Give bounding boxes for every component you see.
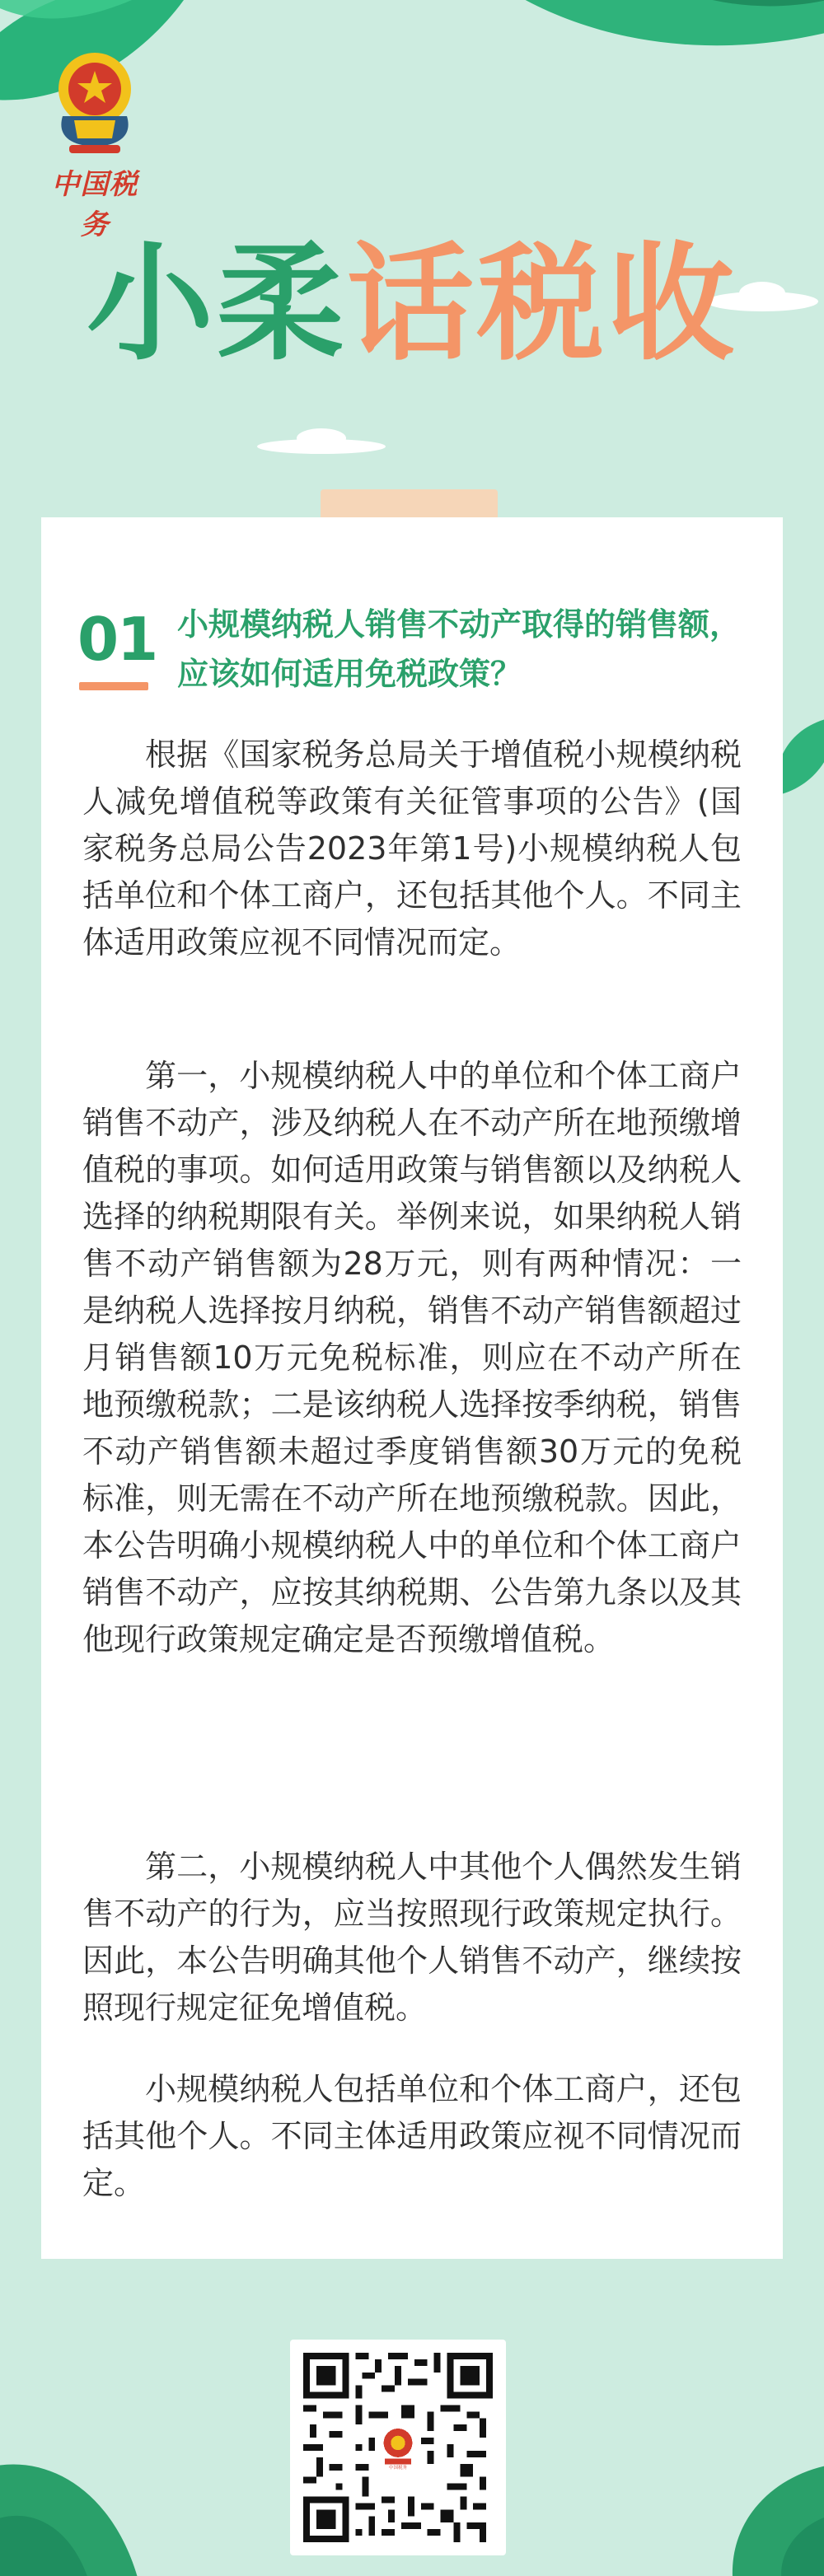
tax-logo: [41, 38, 148, 241]
question-number: 01: [77, 605, 157, 674]
hero-title: [0, 222, 824, 387]
leaf-icon: [709, 2455, 824, 2576]
paragraph-4: 小规模纳税人包括单位和个体工商户，还包括其他个人。不同主体适用政策应视不同情况而定。: [82, 2071, 742, 2201]
tax-emblem-icon: [41, 38, 148, 161]
cloud-icon: [255, 422, 387, 455]
paragraph-3: 第二，小规模纳税人中其他个人偶然发生销售不动产的行为，应当按照现行政策规定执行。因此，本公告明确其他个人销售不动产，继续按照现行规定征免增值税。: [82, 1849, 742, 2026]
paragraph-1: 根据《国家税务总局关于增值税小规模纳税人减免增值税等政策有关征管事项的公告》(国家税务总局公告2023年第1号)小规模纳税人包括单位和个体工商户，还包括其他个人。不同主体适用政策应视不同情况而定。: [82, 736, 742, 961]
paragraph-2: 第一，小规模纳税人中的单位和个体工商户销售不动产，涉及纳税人在不动产所在地预缴增值税的事项。如何适用政策与销售额以及纳税人选择的纳税期限有关。举例来说，如果纳税人销售不动产销售额为28万元，则有两种情况：一是纳税人选择按月纳税，销售不动产销售额超过月销售额10万元免税标准，则应在不动产所在地预缴税款；二是该纳税人选择按季纳税，销售不动产销售额未超过季度销售额30万元的免税标准，则无需在不动产所在地预缴税款。因此，本公告明确小规模纳税人中的单位和个体工商户销售不动产，应按其纳税期、公告第九条以及其他现行政策规定确定是否预缴增值税。: [82, 1058, 742, 1657]
qr-code-icon: [303, 2353, 493, 2542]
content-card: [41, 517, 783, 2259]
hero-title-part1: 小柔: [86, 231, 347, 378]
leaf-icon: [511, 0, 824, 107]
qr-center-text: [389, 2464, 408, 2471]
qr-code: [290, 2340, 506, 2555]
logo-text: 中国税务: [51, 168, 138, 241]
question-underline: [79, 682, 148, 690]
question-title: 小规模纳税人销售不动产取得的销售额，应该如何适用免税政策？: [177, 606, 742, 692]
hero-title-part2: 话税收: [347, 231, 738, 378]
leaf-icon: [0, 2438, 157, 2576]
